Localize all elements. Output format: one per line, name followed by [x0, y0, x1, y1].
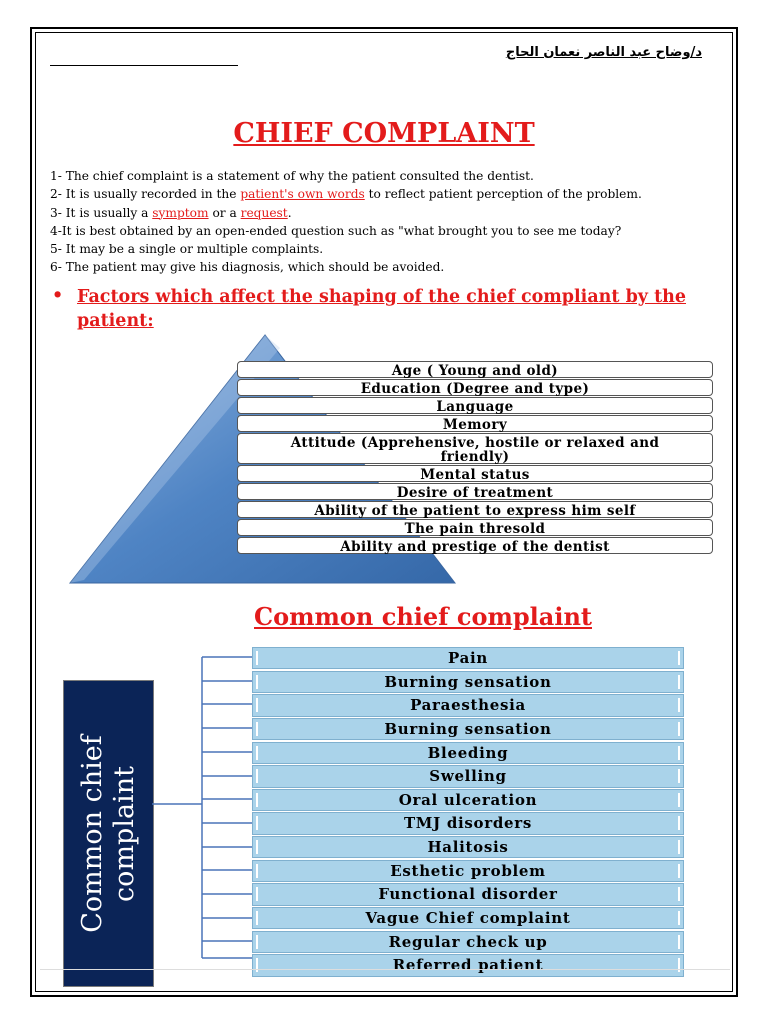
author-name: د/وضاح عبد الناصر نعمان الحاج: [505, 45, 702, 60]
bottom-rule: [40, 969, 730, 970]
common-complaint-heading: Common chief complaint: [254, 602, 592, 631]
complaint-item: Functional disorder: [252, 883, 684, 905]
factor-item: Mental status: [237, 465, 713, 482]
complaint-item: Halitosis: [252, 836, 684, 858]
factor-item: Ability and prestige of the dentist: [237, 537, 713, 554]
factor-item: Ability of the patient to express him self: [237, 501, 713, 518]
factor-item: The pain thresold: [237, 519, 713, 536]
bullet-icon: •: [52, 286, 64, 306]
point-6: 6- The patient may give his diagnosis, which should be avoided.: [50, 260, 445, 275]
complaint-item: Referred patient: [252, 954, 684, 976]
header-rule: [50, 65, 238, 66]
factor-item: Age ( Young and old): [237, 361, 713, 378]
bracket-connector: [152, 640, 254, 970]
complaint-item: Burning sensation: [252, 671, 684, 693]
complaint-item: TMJ disorders: [252, 812, 684, 834]
point-2: 2- It is usually recorded in the patient's own words to reflect patient perception of the problem.: [50, 187, 642, 202]
common-complaint-box: [63, 680, 154, 987]
complaint-item: Vague Chief complaint: [252, 907, 684, 929]
factor-item: Attitude (Apprehensive, hostile or relaxed and friendly): [237, 433, 713, 464]
page-title: CHIEF COMPLAINT: [233, 118, 535, 149]
complaint-item: Pain: [252, 647, 684, 669]
complaint-item: Bleeding: [252, 742, 684, 764]
factor-item: Memory: [237, 415, 713, 432]
factors-list: [237, 361, 713, 555]
common-complaint-box-label: Common chief complaint: [76, 734, 140, 933]
complaint-item: Oral ulceration: [252, 789, 684, 811]
point-3: 3- It is usually a symptom or a request.: [50, 205, 292, 220]
complaint-item: Regular check up: [252, 931, 684, 953]
complaint-item: Paraesthesia: [252, 694, 684, 716]
point-1: 1- The chief complaint is a statement of why the patient consulted the dentist.: [50, 169, 534, 183]
complaint-item: Burning sensation: [252, 718, 684, 740]
complaint-item: Swelling: [252, 765, 684, 787]
factor-item: Education (Degree and type): [237, 379, 713, 396]
factor-item: Language: [237, 397, 713, 414]
complaint-item: Esthetic problem: [252, 860, 684, 882]
point-4: 4-It is best obtained by an open-ended question such as "what brought you to see me today?: [50, 223, 622, 238]
complaints-list: [252, 647, 684, 978]
points-list: [50, 167, 730, 277]
factor-item: Desire of treatment: [237, 483, 713, 500]
point-5: 5- It may be a single or multiple complaints.: [50, 242, 324, 257]
